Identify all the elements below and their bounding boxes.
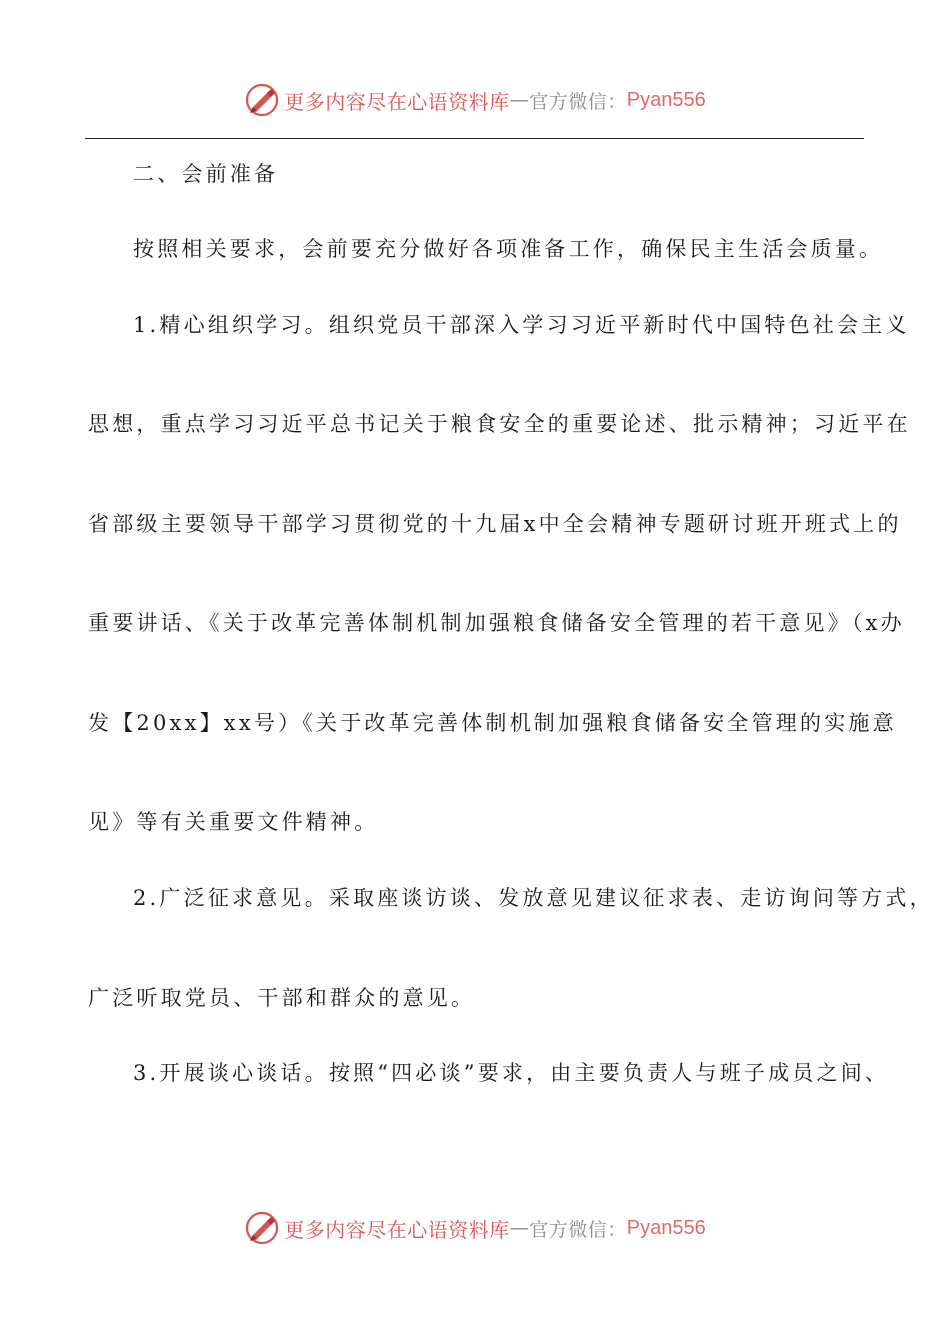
paragraph-line: 发【20xx】xx号）《关于改革完善体制机制加强粮食储备安全管理的实施意	[88, 711, 897, 735]
pen-logo-icon	[244, 82, 280, 118]
paragraph-line: 1.精心组织学习。组织党员干部深入学习习近平新时代中国特色社会主义	[133, 313, 910, 337]
paragraph-line: 见》等有关重要文件精神。	[88, 810, 379, 834]
banner-main-text: 更多内容尽在心语资料库	[284, 89, 510, 114]
banner-official-text: 官方微信：	[529, 90, 627, 113]
banner-wechat-id: Pyan556	[626, 1216, 706, 1239]
banner-official-text: 官方微信：	[529, 1218, 627, 1241]
section-heading: 二、会前准备	[133, 162, 279, 186]
paragraph-line: 省部级主要领导干部学习贯彻党的十九届x中全会精神专题研讨班开班式上的	[88, 512, 902, 536]
banner-separator: —	[509, 89, 530, 111]
header-divider	[85, 138, 864, 139]
paragraph-line: 广泛听取党员、干部和群众的意见。	[88, 986, 476, 1010]
paragraph-line: 重要讲话、《关于改革完善体制机制加强粮食储备安全管理的若干意见》（x办	[88, 611, 905, 635]
banner-separator: —	[509, 1217, 530, 1239]
paragraph-line: 按照相关要求，会前要充分做好各项准备工作，确保民主生活会质量。	[133, 237, 884, 261]
footer-banner	[0, 1210, 950, 1246]
paragraph-line: 思想，重点学习习近平总书记关于粮食安全的重要论述、批示精神；习近平在	[88, 412, 911, 436]
paragraph-line: 2.广泛征求意见。采取座谈访谈、发放意见建议征求表、走访询问等方式，	[133, 886, 934, 910]
pen-logo-icon	[244, 1210, 280, 1246]
banner-wechat-id: Pyan556	[626, 88, 706, 111]
header-banner	[0, 82, 950, 118]
banner-main-text: 更多内容尽在心语资料库	[284, 1217, 510, 1242]
paragraph-line: 3.开展谈心谈话。按照“四必谈”要求，由主要负责人与班子成员之间、	[133, 1061, 890, 1085]
